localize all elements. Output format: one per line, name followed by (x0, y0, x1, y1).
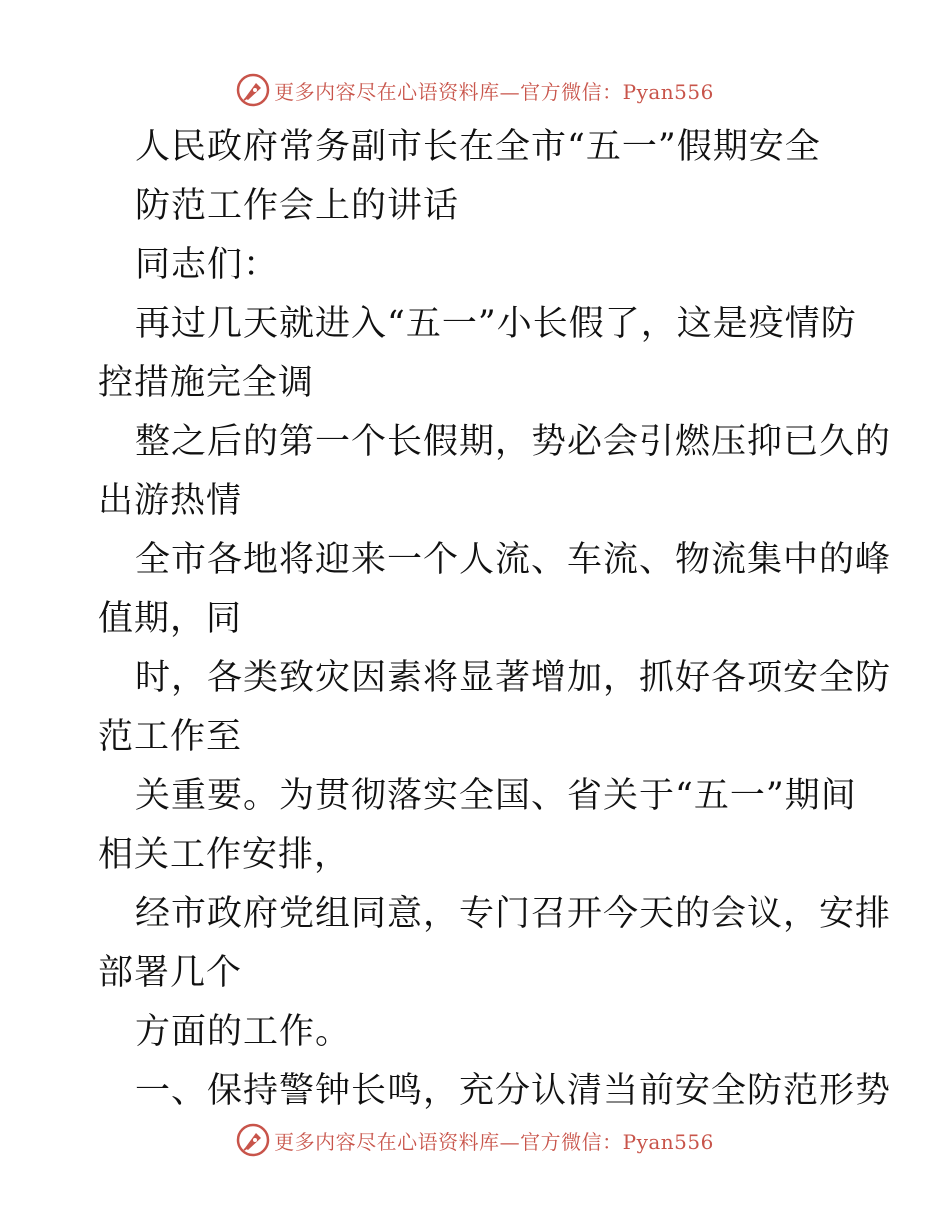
paragraph-line: 经市政府党组同意，专门召开今天的会议，安排 (135, 894, 892, 934)
paragraph-line: 范工作至 (98, 717, 243, 757)
pen-nib-circle-logo-icon (236, 73, 270, 107)
document-body (98, 118, 892, 1121)
header-watermark-banner (0, 70, 950, 110)
paragraph-line: 再过几天就进入“五一”小长假了，这是疫情防 (135, 304, 857, 344)
paragraph-line: 方面的工作。 (135, 1012, 352, 1052)
section-heading: 一、保持警钟长鸣，充分认清当前安全防范形势 (135, 1071, 892, 1111)
paragraph-line: 相关工作安排， (98, 835, 351, 875)
footer-watermark-banner (0, 1120, 950, 1160)
paragraph-line: 整之后的第一个长假期，势必会引燃压抑已久的 (135, 422, 892, 462)
paragraph-line: 全市各地将迎来一个人流、车流、物流集中的峰 (135, 540, 892, 580)
paragraph-line: 控措施完全调 (98, 363, 315, 403)
banner-text: 更多内容尽在心语资料库—官方微信：Pyan556 (274, 79, 714, 104)
salutation: 同志们： (135, 245, 280, 285)
doc-title-line-2: 防范工作会上的讲话 (135, 186, 460, 226)
paragraph-line: 部署几个 (98, 953, 243, 993)
paragraph-line: 时，各类致灾因素将显著增加，抓好各项安全防 (135, 658, 892, 698)
pen-nib-circle-logo-icon (236, 1123, 270, 1157)
banner-text: 更多内容尽在心语资料库—官方微信：Pyan556 (274, 1129, 714, 1154)
paragraph-line: 关重要。为贯彻落实全国、省关于“五一”期间 (135, 776, 857, 816)
paragraph-line: 值期，同 (98, 599, 243, 639)
paragraph-line: 出游热情 (98, 481, 243, 521)
doc-title-line-1: 人民政府常务副市长在全市“五一”假期安全 (135, 127, 821, 167)
